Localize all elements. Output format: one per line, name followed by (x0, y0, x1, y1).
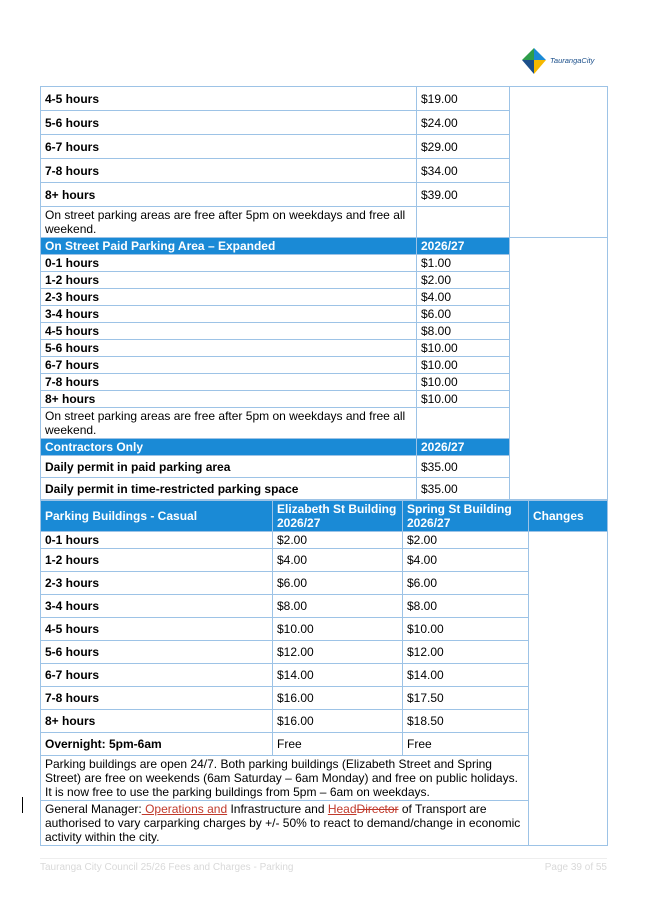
price-cell: $6.00 (417, 306, 510, 323)
column-header: Spring St Building 2026/27 (403, 501, 529, 532)
duration-label: 8+ hours (41, 391, 417, 408)
duration-label: 2-3 hours (41, 289, 417, 306)
inserted-text: Operations and (141, 802, 228, 816)
spring-price: $2.00 (403, 532, 529, 549)
elizabeth-price: $10.00 (273, 618, 403, 641)
elizabeth-price: $16.00 (273, 710, 403, 733)
elizabeth-price: $8.00 (273, 595, 403, 618)
price-cell: $10.00 (417, 357, 510, 374)
elizabeth-price: $4.00 (273, 549, 403, 572)
page-number: Page 39 of 55 (544, 862, 607, 873)
duration-label: 4-5 hours (41, 618, 273, 641)
permit-label: Daily permit in paid parking area (41, 456, 417, 478)
column-header: Changes (529, 501, 608, 532)
header-row (41, 501, 608, 532)
footer-divider (40, 858, 607, 859)
section-header-row (41, 238, 608, 255)
price-cell: $1.00 (417, 255, 510, 272)
note-row (41, 801, 608, 846)
duration-label: Overnight: 5pm-6am (41, 733, 273, 756)
price-cell: $10.00 (417, 374, 510, 391)
table-row (41, 595, 608, 618)
note-text: Parking buildings are open 24/7. Both parking buildings (Elizabeth Street and Spring Street) are free on weekends (6am Saturday – 6am Monday) and free on public holidays. It is now free to use the parking buildings from 5pm – 6am on weekdays. (41, 756, 529, 801)
note-text: General Manager: (45, 802, 142, 816)
elizabeth-price: $2.00 (273, 532, 403, 549)
spring-price: $6.00 (403, 572, 529, 595)
elizabeth-price: $6.00 (273, 572, 403, 595)
spring-price: $18.50 (403, 710, 529, 733)
column-header: Parking Buildings - Casual (41, 501, 273, 532)
elizabeth-price: $16.00 (273, 687, 403, 710)
footer-title: Tauranga City Council 25/26 Fees and Charges - Parking (40, 862, 294, 873)
price-cell: $2.00 (417, 272, 510, 289)
authorisation-note (41, 801, 529, 846)
table-row (41, 549, 608, 572)
table-row (41, 572, 608, 595)
note-text: Infrastructure and (227, 802, 328, 816)
duration-label: 8+ hours (41, 183, 417, 207)
section-title: On Street Paid Parking Area – Expanded (41, 238, 417, 255)
duration-label: 7-8 hours (41, 374, 417, 391)
elizabeth-price: Free (273, 733, 403, 756)
duration-label: 0-1 hours (41, 255, 417, 272)
price-cell: $35.00 (417, 478, 510, 500)
on-street-parking-table (40, 86, 608, 500)
permit-label: Daily permit in time-restricted parking space (41, 478, 417, 500)
table-row (41, 664, 608, 687)
duration-label: 3-4 hours (41, 306, 417, 323)
logo-mark-icon (520, 46, 548, 76)
note-text: On street parking areas are free after 5pm on weekdays and free all weekend. (41, 408, 417, 439)
duration-label: 0-1 hours (41, 532, 273, 549)
duration-label: 5-6 hours (41, 641, 273, 664)
changes-cell (529, 532, 608, 846)
price-cell: $34.00 (417, 159, 510, 183)
elizabeth-price: $14.00 (273, 664, 403, 687)
changes-cell (510, 87, 608, 238)
duration-label: 6-7 hours (41, 664, 273, 687)
table-row (41, 87, 608, 111)
price-cell: $24.00 (417, 111, 510, 135)
price-cell: $29.00 (417, 135, 510, 159)
duration-label: 1-2 hours (41, 272, 417, 289)
duration-label: 4-5 hours (41, 323, 417, 340)
price-cell: $10.00 (417, 340, 510, 357)
inserted-text: Head (327, 802, 357, 816)
duration-label: 2-3 hours (41, 572, 273, 595)
table-row (41, 710, 608, 733)
duration-label: 8+ hours (41, 710, 273, 733)
spring-price: $17.50 (403, 687, 529, 710)
duration-label: 5-6 hours (41, 340, 417, 357)
spring-price: $14.00 (403, 664, 529, 687)
deleted-text: Director (356, 802, 399, 816)
duration-label: 3-4 hours (41, 595, 273, 618)
duration-label: 6-7 hours (41, 357, 417, 374)
note-text: of Transport are authorised to vary carparking charges by +/- 50% to react to demand/change in economic activity within the city. (45, 802, 521, 844)
logo-text: TaurangaCity (550, 56, 595, 65)
note-row (41, 756, 608, 801)
price-cell: $39.00 (417, 183, 510, 207)
spring-price: Free (403, 733, 529, 756)
spring-price: $4.00 (403, 549, 529, 572)
empty-cell (417, 207, 510, 238)
spring-price: $12.00 (403, 641, 529, 664)
table-row (41, 641, 608, 664)
year-heading: 2026/27 (417, 439, 510, 456)
table-row (41, 532, 608, 549)
changes-cell (510, 238, 608, 500)
price-cell: $19.00 (417, 87, 510, 111)
duration-label: 6-7 hours (41, 135, 417, 159)
price-cell: $35.00 (417, 456, 510, 478)
year-heading: 2026/27 (417, 238, 510, 255)
price-cell: $8.00 (417, 323, 510, 340)
table-row (41, 618, 608, 641)
change-bar (22, 797, 23, 813)
parking-buildings-table (40, 500, 608, 846)
note-text: On street parking areas are free after 5pm on weekdays and free all weekend. (41, 207, 417, 238)
duration-label: 4-5 hours (41, 87, 417, 111)
duration-label: 7-8 hours (41, 159, 417, 183)
price-cell: $4.00 (417, 289, 510, 306)
spring-price: $8.00 (403, 595, 529, 618)
section-title: Contractors Only (41, 439, 417, 456)
column-header: Elizabeth St Building 2026/27 (273, 501, 403, 532)
spring-price: $10.00 (403, 618, 529, 641)
elizabeth-price: $12.00 (273, 641, 403, 664)
duration-label: 1-2 hours (41, 549, 273, 572)
table-row (41, 687, 608, 710)
duration-label: 5-6 hours (41, 111, 417, 135)
duration-label: 7-8 hours (41, 687, 273, 710)
council-logo (520, 46, 612, 78)
price-cell: $10.00 (417, 391, 510, 408)
table-row (41, 733, 608, 756)
empty-cell (417, 408, 510, 439)
